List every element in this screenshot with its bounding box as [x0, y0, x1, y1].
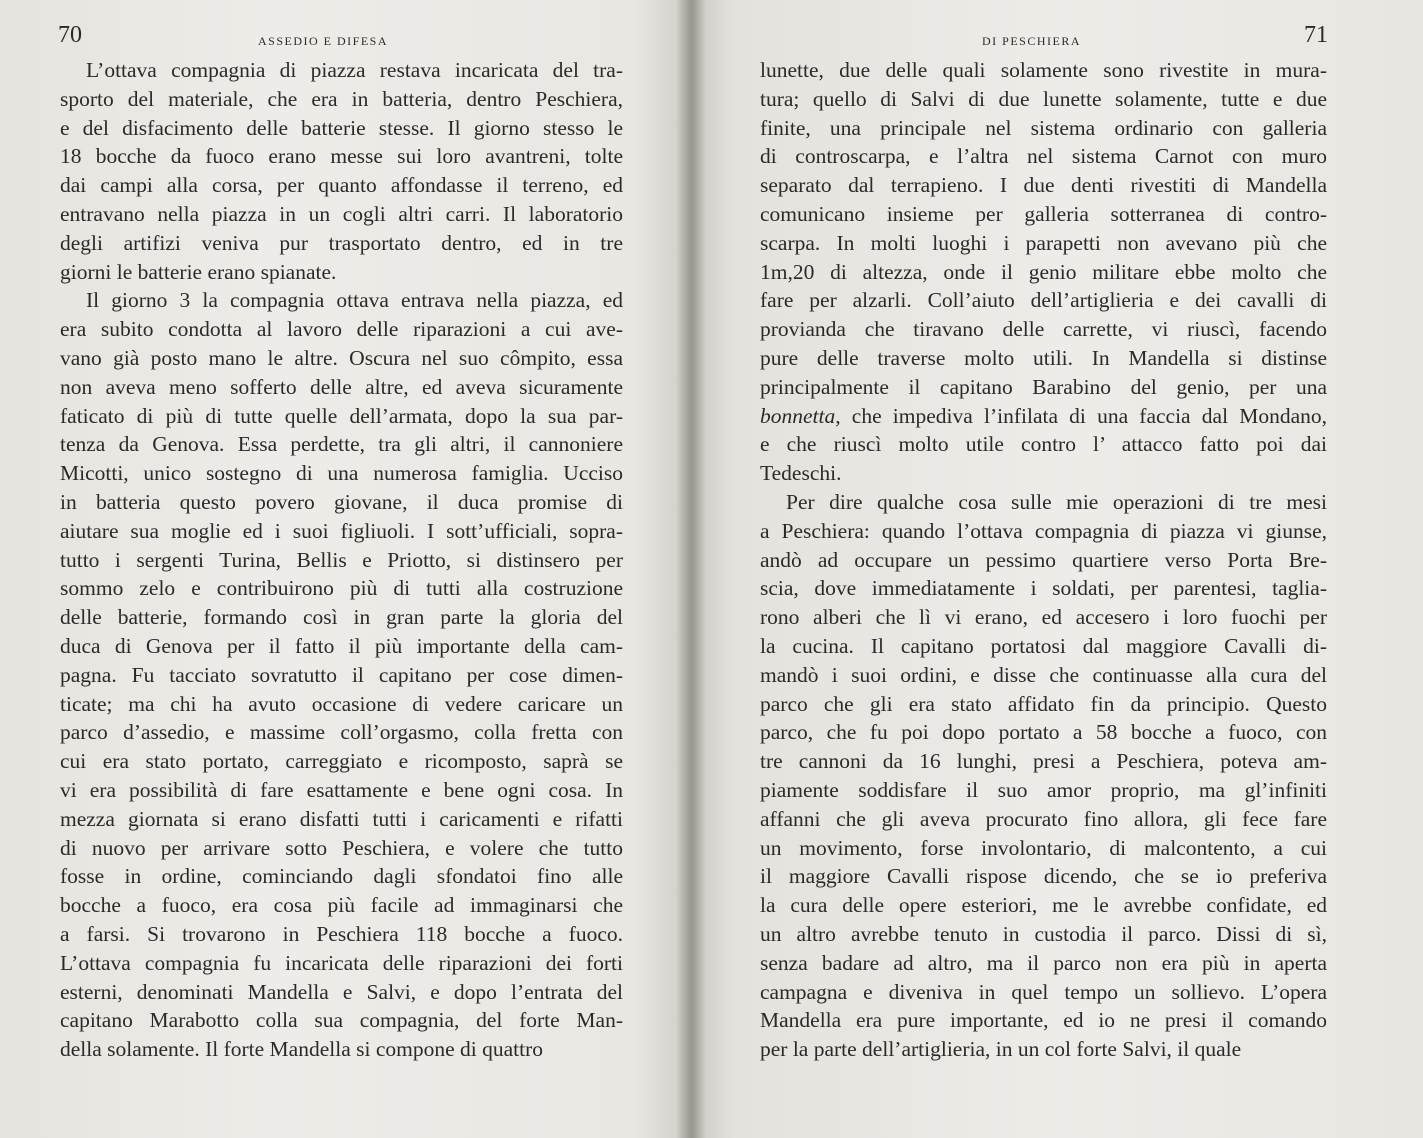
text-line: separato dal terrapieno. I due denti rivestiti di Mandella [760, 173, 1327, 198]
text-line: ticate; ma chi ha avuto occasione di vedere caricare un [60, 691, 623, 716]
text-line: pure delle traverse molto utili. In Mandella si distinse [760, 345, 1327, 370]
text-line: bocche a fuoco, era cosa più facile ad immaginarsi che [60, 893, 623, 918]
text-line: pagna. Fu tacciato sovratutto il capitano per cose dimen- [60, 662, 623, 687]
text-line: bonnetta, che impediva l’infilata di una faccia dal Mondano, [760, 403, 1327, 428]
text-line: L’ottava compagnia fu incaricata delle riparazioni dei forti [60, 950, 623, 975]
text-line: tenza da Genova. Essa perdette, tra gli altri, il cannoniere [60, 432, 623, 457]
left-page-body [60, 56, 623, 1064]
text-line: tutto i sergenti Turina, Bellis e Priotto, si distinsero per [60, 547, 623, 572]
right-page-header [760, 22, 1328, 52]
text-line: provianda che tiravano delle carrette, vi riuscì, facendo [760, 317, 1327, 342]
text-line: vano già posto mano le altre. Oscura nel suo cômpito, essa [60, 345, 623, 370]
text-line: giorni le batterie erano spianate. [60, 259, 337, 284]
text-line: Micotti, unico sostegno di una numerosa famiglia. Ucciso [60, 461, 623, 486]
text-line: sporto del materiale, che era in batteria, dentro Peschiera, [60, 86, 623, 111]
text-line: e del disfacimento delle batterie stesse. Il giorno stesso le [60, 115, 623, 140]
text-line: aiutare sua moglie ed i suoi figliuoli. I sott’ufficiali, sopra- [60, 518, 623, 543]
text-line: sommo zelo e contribuirono più di tutti alla costruzione [60, 576, 623, 601]
text-line: tre cannoni da 16 lunghi, presi a Peschiera, poteva am- [760, 749, 1327, 774]
text-line: fare per alzarli. Coll’aiuto dell’artiglieria e dei cavalli di [760, 288, 1327, 313]
text-line: campagna e diveniva in quel tempo un sollievo. L’opera [760, 979, 1327, 1004]
text-line: vi era possibilità di fare esattamente e bene ogni cosa. In [60, 777, 623, 802]
text-line: 18 bocche da fuoco erano messe sui loro avantreni, tolte [60, 144, 623, 169]
page-number: 70 [58, 22, 82, 48]
text-line: per la parte dell’artiglieria, in un col forte Salvi, il quale [760, 1037, 1242, 1062]
text-line: fosse in ordine, cominciando dagli sfondatoi fino alle [60, 864, 623, 889]
text-line: cui era stato portato, carreggiato e ricomposto, saprà se [60, 749, 623, 774]
right-page-body [760, 56, 1327, 1064]
text-line: a Peschiera: quando l’ottava compagnia di piazza vi giunse, [760, 518, 1327, 543]
book-gutter [676, 0, 706, 1138]
text-line: comunicano insieme per galleria sotterranea di contro- [760, 201, 1327, 226]
left-page [0, 0, 690, 1138]
text-line: parco d’assedio, e massime coll’orgasmo, colla fretta con [60, 720, 623, 745]
page-number: 71 [1304, 22, 1328, 48]
text-line: principalmente il capitano Barabino del genio, per una [760, 374, 1327, 399]
text-line: entravano nella piazza in un cogli altri carri. Il laboratorio [60, 201, 623, 226]
text-line: Mandella era pure importante, ed io ne presi il comando [760, 1008, 1327, 1033]
text-line: era subito condotta al lavoro delle riparazioni a cui ave- [60, 317, 623, 342]
text-line: affanni che gli aveva procurato fino allora, gli fece fare [760, 806, 1327, 831]
text-line: non aveva meno sofferto delle altre, ed aveva sicuramente [60, 374, 623, 399]
text-line: il maggiore Cavalli rispose dicendo, che se io preferiva [760, 864, 1327, 889]
text-line: capitano Marabotto colla sua compagnia, del forte Man- [60, 1008, 623, 1033]
running-head: ASSEDIO E DIFESA [258, 34, 389, 48]
text-line: Il giorno 3 la compagnia ottava entrava nella piazza, ed [86, 288, 623, 313]
text-line: un altro avrebbe tenuto in custodia il parco. Dissi di sì, [760, 921, 1327, 946]
text-line: senza badare ad altro, ma il parco non era più in aperta [760, 950, 1327, 975]
left-page-header [58, 22, 624, 52]
text-line: scarpa. In molti luoghi i parapetti non avevano più che [760, 230, 1327, 255]
running-head: DI PESCHIERA [982, 34, 1082, 48]
text-line: L’ottava compagnia di piazza restava incaricata del tra- [86, 58, 623, 82]
text-line: mezza giornata si erano disfatti tutti i caricamenti e rifatti [60, 806, 623, 831]
text-line: la cucina. Il capitano portatosi dal maggiore Cavalli di- [760, 633, 1327, 658]
text-line: Per dire qualche cosa sulle mie operazioni di tre mesi [786, 489, 1327, 514]
text-line: 1m,20 di altezza, onde il genio militare ebbe molto che [760, 259, 1327, 284]
text-line: di controscarpa, e l’altra nel sistema Carnot con muro [760, 144, 1327, 169]
text-line: degli artifizi veniva pur trasportato dentro, ed in tre [60, 230, 623, 255]
text-line: e che riuscì molto utile contro l’ attacco fatto poi dai [760, 432, 1327, 457]
text-line: mandò i suoi ordini, e disse che continuasse alla cura del [760, 662, 1327, 687]
right-page [690, 0, 1423, 1138]
text-line: scia, dove immediatamente i soldati, per parentesi, taglia- [760, 576, 1327, 601]
text-line: un movimento, forse involontario, di malcontento, a cui [760, 835, 1327, 860]
text-line: tura; quello di Salvi di due lunette solamente, tutte e due [760, 86, 1327, 111]
text-line: finite, una principale nel sistema ordinario con galleria [760, 115, 1327, 140]
text-line: a farsi. Si trovarono in Peschiera 118 bocche a fuoco. [60, 921, 623, 946]
text-line: dai campi alla corsa, per quanto affondasse il terreno, ed [60, 173, 623, 198]
text-line: rono alberi che lì vi erano, ed accesero i loro fuochi per [760, 605, 1327, 630]
text-line: delle batterie, formando così in gran parte la gloria del [60, 605, 623, 630]
text-line: faticato di più di tutte quelle dell’armata, dopo la sua par- [60, 403, 623, 428]
text-line: parco, che fu poi dopo portato a 58 bocche a fuoco, con [760, 720, 1327, 745]
text-line: piamente soddisfare il suo amor proprio, ma gl’infiniti [760, 777, 1327, 802]
text-line: lunette, due delle quali solamente sono rivestite in mura- [760, 58, 1327, 82]
text-line: esterni, denominati Mandella e Salvi, e dopo l’entrata del [60, 979, 623, 1004]
text-line: la cura delle opere esteriori, me le avrebbe confidate, ed [760, 893, 1327, 918]
text-line: della solamente. Il forte Mandella si compone di quattro [60, 1037, 544, 1062]
text-line: Tedeschi. [760, 461, 842, 486]
text-line: di nuovo per arrivare sotto Peschiera, e volere che tutto [60, 835, 623, 860]
text-line: parco che gli era stato affidato fin da principio. Questo [760, 691, 1327, 716]
text-line: duca di Genova per il fatto il più importante della cam- [60, 633, 623, 658]
text-line: andò ad occupare un pessimo quartiere verso Porta Bre- [760, 547, 1327, 572]
text-line: in batteria questo povero giovane, il duca promise di [60, 489, 623, 514]
